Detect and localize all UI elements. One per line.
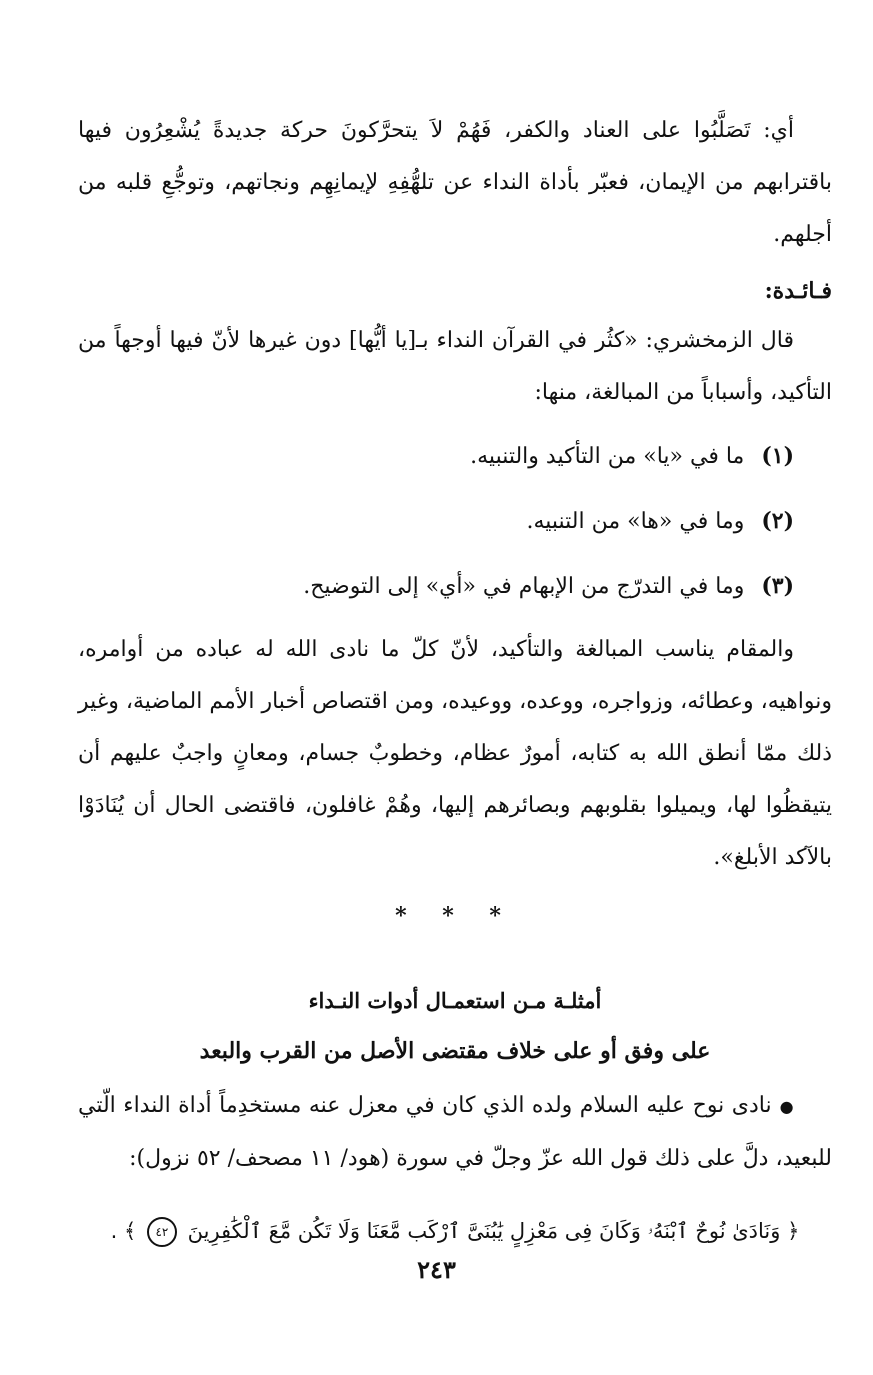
list-text: وما في «ها» من التنبيه. bbox=[526, 509, 745, 534]
page-number: ٢٤٣ bbox=[417, 1255, 456, 1284]
quran-close-bracket: ﴾ . bbox=[110, 1219, 137, 1243]
quran-verse bbox=[78, 1205, 832, 1257]
bullet-icon: ● bbox=[779, 1097, 794, 1116]
quran-open-bracket: ﴿ bbox=[787, 1219, 800, 1243]
paragraph-4-text: نادى نوح عليه السلام ولده الذي كان في معزل عنه مستخدِماً أداة النداء الّتي للبعيد، دلَّ على ذلك قول الله عزّ وجلّ في سورة (هود/ ١١ مصحف/ ٥٢ نزول): bbox=[78, 1093, 832, 1171]
section-title: أمثلـة مـن استعمـال أدوات النـداء bbox=[308, 988, 602, 1013]
ayah-number-mark: ٤٢ bbox=[147, 1217, 177, 1247]
paragraph-3: والمقام يناسب المبالغة والتأكيد، لأنّ كلّ ما نادى الله له عباده من أوامره، ونواهيه، وعطائه، وزواجره، ووعده، ووعيده، ومن اقتصاص أخبار الأمم الماضية، وغير ذلك ممّا أنطق الله به كتابه، أمورٌ عظام، وخطوبٌ جسام، ومعانٍ واجبٌ عليهم أن يتيقظُوا لها، ويميلوا بقلوبهم وبصائرهم إليها، وهُمْ غافلون، فاقتضى الحال أن يُنَادَوْا بالآكد الأبلغ». bbox=[78, 637, 832, 870]
page-body bbox=[78, 105, 832, 1257]
paragraph-1: أي: تَصَلَّبُوا على العناد والكفر، فَهُمْ لاَ يتحرَّكونَ حركة جديدةً يُشْعِرُون فيها باقترابهم من الإيمان، فعبّر بأداة النداء عن تلهُّفِهِ لإيمانِهِم ونجاتهم، وتوجُّعِ قلبه من أجلهم. bbox=[78, 118, 832, 247]
paragraph-4 bbox=[78, 1080, 832, 1185]
list-item-2 bbox=[78, 494, 832, 549]
section-subtitle: على وفق أو على خلاف مقتضى الأصل من القرب والبعد bbox=[199, 1038, 711, 1064]
paragraph-2: قال الزمخشري: «كثُر في القرآن النداء بـ[يا أيُّها] دون غيرها لأنّ فيها أوجهاً من التأكيد، وأسباباً من المبالغة، منها: bbox=[78, 328, 832, 405]
list-number: (٢) bbox=[761, 508, 794, 534]
quran-verse-text: وَنَادَىٰ نُوحٌ ٱبْنَهُۥ وَكَانَ فِى مَعْزِلٍ يَٰبُنَىَّ ٱرْكَب مَّعَنَا وَلَا تَكُن مَّعَ ٱلْكَٰفِرِينَ bbox=[187, 1219, 781, 1243]
list-text: ما في «يا» من التأكيد والتنبيه. bbox=[470, 444, 745, 469]
list-item-3 bbox=[78, 559, 832, 614]
faida-heading: فـائـدة: bbox=[764, 278, 832, 304]
list-number: (١) bbox=[761, 443, 794, 469]
section-divider-stars: * * * bbox=[395, 903, 515, 929]
list-number: (٣) bbox=[761, 573, 794, 599]
list-text: وما في التدرّج من الإبهام في «أي» إلى التوضيح. bbox=[303, 574, 745, 599]
list-item-1 bbox=[78, 429, 832, 484]
